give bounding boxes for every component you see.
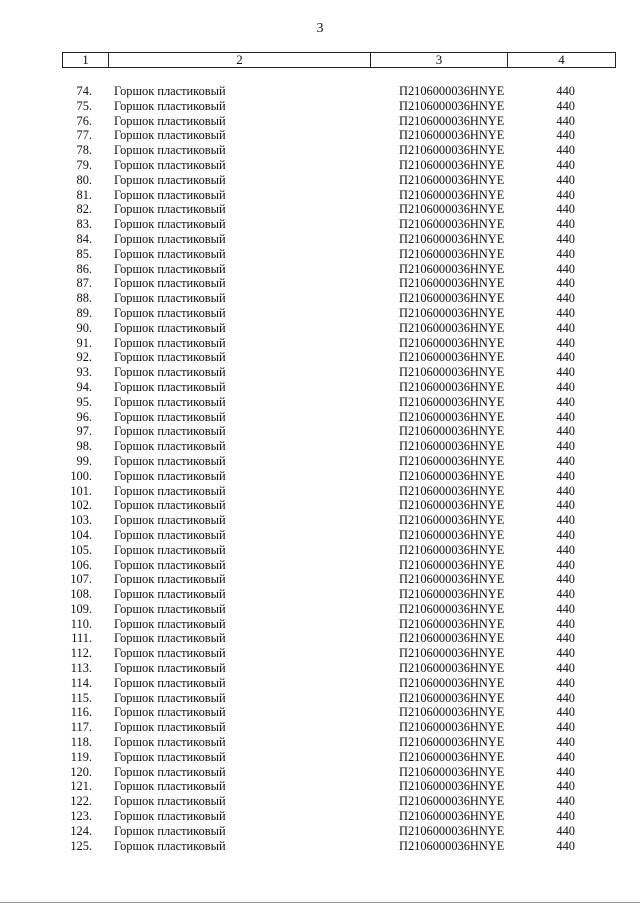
item-code: П2106000036HNYE xyxy=(399,809,505,824)
item-name: Горшок пластиковый xyxy=(114,616,226,631)
row-number: 86. xyxy=(76,261,92,276)
row-number: 87. xyxy=(76,276,92,291)
item-quantity: 440 xyxy=(556,513,575,528)
table-row xyxy=(0,676,640,691)
item-code: П2106000036HNYE xyxy=(399,143,505,158)
table-row xyxy=(0,395,640,410)
row-number: 109. xyxy=(70,601,92,616)
item-name: Горшок пластиковый xyxy=(114,291,226,306)
item-code: П2106000036HNYE xyxy=(399,276,505,291)
row-number: 114. xyxy=(70,675,92,690)
item-name: Горшок пластиковый xyxy=(114,157,226,172)
item-name: Горшок пластиковый xyxy=(114,631,226,646)
item-quantity: 440 xyxy=(556,690,575,705)
table-row xyxy=(0,128,640,143)
column-header-row xyxy=(62,52,616,68)
item-quantity: 440 xyxy=(556,705,575,720)
item-quantity: 440 xyxy=(556,128,575,143)
item-code: П2106000036HNYE xyxy=(399,542,505,557)
item-quantity: 440 xyxy=(556,527,575,542)
row-number: 76. xyxy=(76,113,92,128)
item-code: П2106000036HNYE xyxy=(399,498,505,513)
column-header-4: 4 xyxy=(508,53,616,68)
table-row xyxy=(0,262,640,277)
row-number: 115. xyxy=(70,690,92,705)
item-quantity: 440 xyxy=(556,572,575,587)
item-quantity: 440 xyxy=(556,143,575,158)
item-code: П2106000036HNYE xyxy=(399,98,505,113)
table-row xyxy=(0,336,640,351)
item-code: П2106000036HNYE xyxy=(399,113,505,128)
table-row xyxy=(0,631,640,646)
item-code: П2106000036HNYE xyxy=(399,424,505,439)
item-name: Горшок пластиковый xyxy=(114,720,226,735)
table-row xyxy=(0,513,640,528)
row-number: 85. xyxy=(76,246,92,261)
item-code: П2106000036HNYE xyxy=(399,453,505,468)
item-name: Горшок пластиковый xyxy=(114,424,226,439)
table-row xyxy=(0,84,640,99)
page-number: 3 xyxy=(316,21,324,36)
item-quantity: 440 xyxy=(556,483,575,498)
item-name: Горшок пластиковый xyxy=(114,675,226,690)
item-code: П2106000036HNYE xyxy=(399,779,505,794)
item-quantity: 440 xyxy=(556,305,575,320)
item-name: Горшок пластиковый xyxy=(114,409,226,424)
item-name: Горшок пластиковый xyxy=(114,661,226,676)
item-name: Горшок пластиковый xyxy=(114,172,226,187)
row-number: 113. xyxy=(70,661,92,676)
row-number: 94. xyxy=(76,379,92,394)
item-name: Горшок пластиковый xyxy=(114,764,226,779)
item-name: Горшок пластиковый xyxy=(114,231,226,246)
item-name: Горшок пластиковый xyxy=(114,379,226,394)
item-code: П2106000036HNYE xyxy=(399,84,505,98)
item-name: Горшок пластиковый xyxy=(114,483,226,498)
row-number: 82. xyxy=(76,202,92,217)
item-quantity: 440 xyxy=(556,84,575,98)
item-code: П2106000036HNYE xyxy=(399,379,505,394)
item-code: П2106000036HNYE xyxy=(399,157,505,172)
row-number: 108. xyxy=(70,587,92,602)
table-row xyxy=(0,558,640,573)
item-code: П2106000036HNYE xyxy=(399,749,505,764)
item-name: Горшок пластиковый xyxy=(114,128,226,143)
table-row xyxy=(0,306,640,321)
table-row xyxy=(0,484,640,499)
table-row xyxy=(0,410,640,425)
row-number: 124. xyxy=(70,823,92,838)
item-code: П2106000036HNYE xyxy=(399,483,505,498)
item-name: Горшок пластиковый xyxy=(114,823,226,838)
table-row xyxy=(0,380,640,395)
item-name: Горшок пластиковый xyxy=(114,557,226,572)
item-name: Горшок пластиковый xyxy=(114,498,226,513)
item-quantity: 440 xyxy=(556,350,575,365)
column-header-1: 1 xyxy=(63,53,109,68)
item-quantity: 440 xyxy=(556,365,575,380)
table-row xyxy=(0,276,640,291)
item-code: П2106000036HNYE xyxy=(399,557,505,572)
item-quantity: 440 xyxy=(556,601,575,616)
item-code: П2106000036HNYE xyxy=(399,409,505,424)
item-name: Горшок пластиковый xyxy=(114,276,226,291)
item-code: П2106000036HNYE xyxy=(399,601,505,616)
table-row xyxy=(0,350,640,365)
row-number: 103. xyxy=(70,513,92,528)
item-code: П2106000036HNYE xyxy=(399,394,505,409)
item-code: П2106000036HNYE xyxy=(399,705,505,720)
table-row xyxy=(0,750,640,765)
item-code: П2106000036HNYE xyxy=(399,513,505,528)
table-row xyxy=(0,217,640,232)
row-number: 89. xyxy=(76,305,92,320)
item-name: Горшок пластиковый xyxy=(114,809,226,824)
item-quantity: 440 xyxy=(556,409,575,424)
row-number: 110. xyxy=(70,616,92,631)
table-row xyxy=(0,173,640,188)
item-code: П2106000036HNYE xyxy=(399,735,505,750)
item-quantity: 440 xyxy=(556,749,575,764)
row-number: 81. xyxy=(76,187,92,202)
item-name: Горшок пластиковый xyxy=(114,542,226,557)
item-code: П2106000036HNYE xyxy=(399,468,505,483)
table-row xyxy=(0,528,640,543)
item-quantity: 440 xyxy=(556,498,575,513)
item-name: Горшок пластиковый xyxy=(114,601,226,616)
table-row xyxy=(0,720,640,735)
item-quantity: 440 xyxy=(556,246,575,261)
item-code: П2106000036HNYE xyxy=(399,305,505,320)
item-quantity: 440 xyxy=(556,98,575,113)
table-row xyxy=(0,114,640,129)
item-quantity: 440 xyxy=(556,631,575,646)
row-number: 80. xyxy=(76,172,92,187)
table-row xyxy=(0,839,640,854)
item-code: П2106000036HNYE xyxy=(399,187,505,202)
row-number: 116. xyxy=(70,705,92,720)
item-code: П2106000036HNYE xyxy=(399,350,505,365)
row-number: 77. xyxy=(76,128,92,143)
table-row xyxy=(0,661,640,676)
table-row xyxy=(0,572,640,587)
item-quantity: 440 xyxy=(556,276,575,291)
row-number: 102. xyxy=(70,498,92,513)
table-row xyxy=(0,587,640,602)
item-code: П2106000036HNYE xyxy=(399,631,505,646)
item-code: П2106000036HNYE xyxy=(399,675,505,690)
item-name: Горшок пластиковый xyxy=(114,646,226,661)
table-row xyxy=(0,469,640,484)
item-code: П2106000036HNYE xyxy=(399,838,505,853)
item-code: П2106000036HNYE xyxy=(399,661,505,676)
item-code: П2106000036HNYE xyxy=(399,720,505,735)
item-name: Горшок пластиковый xyxy=(114,350,226,365)
item-name: Горшок пластиковый xyxy=(114,187,226,202)
item-quantity: 440 xyxy=(556,646,575,661)
item-quantity: 440 xyxy=(556,661,575,676)
row-number: 99. xyxy=(76,453,92,468)
table-row xyxy=(0,247,640,262)
item-code: П2106000036HNYE xyxy=(399,231,505,246)
item-quantity: 440 xyxy=(556,261,575,276)
item-code: П2106000036HNYE xyxy=(399,439,505,454)
row-number: 122. xyxy=(70,794,92,809)
column-header-2: 2 xyxy=(109,53,371,68)
item-name: Горшок пластиковый xyxy=(114,690,226,705)
row-number: 91. xyxy=(76,335,92,350)
row-number: 119. xyxy=(70,749,92,764)
item-quantity: 440 xyxy=(556,542,575,557)
item-code: П2106000036HNYE xyxy=(399,365,505,380)
table-row xyxy=(0,809,640,824)
item-quantity: 440 xyxy=(556,616,575,631)
column-header-3: 3 xyxy=(371,53,508,68)
item-name: Горшок пластиковый xyxy=(114,453,226,468)
table-row xyxy=(0,543,640,558)
row-number: 107. xyxy=(70,572,92,587)
table-row xyxy=(0,158,640,173)
item-quantity: 440 xyxy=(556,424,575,439)
item-quantity: 440 xyxy=(556,291,575,306)
row-number: 100. xyxy=(70,468,92,483)
row-number: 104. xyxy=(70,527,92,542)
row-number: 101. xyxy=(70,483,92,498)
item-quantity: 440 xyxy=(556,764,575,779)
item-quantity: 440 xyxy=(556,557,575,572)
row-number: 117. xyxy=(70,720,92,735)
item-code: П2106000036HNYE xyxy=(399,261,505,276)
item-quantity: 440 xyxy=(556,675,575,690)
item-name: Горшок пластиковый xyxy=(114,749,226,764)
table-row xyxy=(0,439,640,454)
item-name: Горшок пластиковый xyxy=(114,113,226,128)
item-quantity: 440 xyxy=(556,779,575,794)
item-name: Горшок пластиковый xyxy=(114,320,226,335)
row-number: 106. xyxy=(70,557,92,572)
item-name: Горшок пластиковый xyxy=(114,261,226,276)
table-row xyxy=(0,765,640,780)
item-quantity: 440 xyxy=(556,379,575,394)
item-name: Горшок пластиковый xyxy=(114,794,226,809)
item-quantity: 440 xyxy=(556,439,575,454)
row-number: 105. xyxy=(70,542,92,557)
table-row xyxy=(0,454,640,469)
item-name: Горшок пластиковый xyxy=(114,468,226,483)
item-name: Горшок пластиковый xyxy=(114,705,226,720)
item-quantity: 440 xyxy=(556,453,575,468)
row-number: 121. xyxy=(70,779,92,794)
row-number: 112. xyxy=(70,646,92,661)
item-quantity: 440 xyxy=(556,587,575,602)
item-quantity: 440 xyxy=(556,113,575,128)
table-row xyxy=(0,498,640,513)
row-number: 75. xyxy=(76,98,92,113)
item-name: Горшок пластиковый xyxy=(114,394,226,409)
row-number: 84. xyxy=(76,231,92,246)
row-number: 88. xyxy=(76,291,92,306)
item-name: Горшок пластиковый xyxy=(114,527,226,542)
item-quantity: 440 xyxy=(556,468,575,483)
item-quantity: 440 xyxy=(556,187,575,202)
item-code: П2106000036HNYE xyxy=(399,823,505,838)
item-name: Горшок пластиковый xyxy=(114,365,226,380)
row-number: 78. xyxy=(76,143,92,158)
table-row xyxy=(0,202,640,217)
item-list xyxy=(0,84,640,853)
item-quantity: 440 xyxy=(556,838,575,853)
item-name: Горшок пластиковый xyxy=(114,335,226,350)
item-name: Горшок пластиковый xyxy=(114,838,226,853)
item-code: П2106000036HNYE xyxy=(399,690,505,705)
table-row xyxy=(0,779,640,794)
item-code: П2106000036HNYE xyxy=(399,646,505,661)
table-row xyxy=(0,143,640,158)
item-code: П2106000036HNYE xyxy=(399,291,505,306)
item-name: Горшок пластиковый xyxy=(114,217,226,232)
item-code: П2106000036HNYE xyxy=(399,587,505,602)
item-name: Горшок пластиковый xyxy=(114,202,226,217)
item-name: Горшок пластиковый xyxy=(114,439,226,454)
row-number: 95. xyxy=(76,394,92,409)
table-row xyxy=(0,602,640,617)
table-row xyxy=(0,735,640,750)
item-code: П2106000036HNYE xyxy=(399,527,505,542)
item-quantity: 440 xyxy=(556,202,575,217)
table-row xyxy=(0,691,640,706)
item-code: П2106000036HNYE xyxy=(399,764,505,779)
row-number: 90. xyxy=(76,320,92,335)
item-name: Горшок пластиковый xyxy=(114,779,226,794)
item-name: Горшок пластиковый xyxy=(114,84,226,98)
row-number: 92. xyxy=(76,350,92,365)
item-name: Горшок пластиковый xyxy=(114,572,226,587)
item-name: Горшок пластиковый xyxy=(114,735,226,750)
table-row xyxy=(0,291,640,306)
item-quantity: 440 xyxy=(556,172,575,187)
table-row xyxy=(0,365,640,380)
item-name: Горшок пластиковый xyxy=(114,305,226,320)
row-number: 97. xyxy=(76,424,92,439)
item-name: Горшок пластиковый xyxy=(114,143,226,158)
item-quantity: 440 xyxy=(556,217,575,232)
item-code: П2106000036HNYE xyxy=(399,202,505,217)
item-code: П2106000036HNYE xyxy=(399,217,505,232)
item-code: П2106000036HNYE xyxy=(399,335,505,350)
table-row xyxy=(0,705,640,720)
item-quantity: 440 xyxy=(556,231,575,246)
scan-edge-line xyxy=(0,902,640,903)
item-quantity: 440 xyxy=(556,809,575,824)
item-quantity: 440 xyxy=(556,794,575,809)
table-row xyxy=(0,794,640,809)
table-row xyxy=(0,232,640,247)
item-quantity: 440 xyxy=(556,735,575,750)
row-number: 125. xyxy=(70,838,92,853)
row-number: 111. xyxy=(71,631,92,646)
row-number: 93. xyxy=(76,365,92,380)
row-number: 83. xyxy=(76,217,92,232)
item-name: Горшок пластиковый xyxy=(114,98,226,113)
item-code: П2106000036HNYE xyxy=(399,320,505,335)
row-number: 98. xyxy=(76,439,92,454)
item-name: Горшок пластиковый xyxy=(114,587,226,602)
table-row xyxy=(0,99,640,114)
item-quantity: 440 xyxy=(556,823,575,838)
item-name: Горшок пластиковый xyxy=(114,513,226,528)
item-quantity: 440 xyxy=(556,335,575,350)
table-row xyxy=(0,646,640,661)
row-number: 96. xyxy=(76,409,92,424)
item-code: П2106000036HNYE xyxy=(399,246,505,261)
item-code: П2106000036HNYE xyxy=(399,128,505,143)
table-row xyxy=(0,321,640,336)
row-number: 123. xyxy=(70,809,92,824)
row-number: 120. xyxy=(70,764,92,779)
item-quantity: 440 xyxy=(556,157,575,172)
item-code: П2106000036HNYE xyxy=(399,794,505,809)
row-number: 79. xyxy=(76,157,92,172)
item-code: П2106000036HNYE xyxy=(399,616,505,631)
item-quantity: 440 xyxy=(556,320,575,335)
row-number: 74. xyxy=(76,84,92,98)
item-quantity: 440 xyxy=(556,394,575,409)
item-code: П2106000036HNYE xyxy=(399,172,505,187)
table-row xyxy=(0,824,640,839)
item-name: Горшок пластиковый xyxy=(114,246,226,261)
table-row xyxy=(0,424,640,439)
item-quantity: 440 xyxy=(556,720,575,735)
row-number: 118. xyxy=(70,735,92,750)
table-row xyxy=(0,188,640,203)
item-code: П2106000036HNYE xyxy=(399,572,505,587)
table-row xyxy=(0,617,640,632)
